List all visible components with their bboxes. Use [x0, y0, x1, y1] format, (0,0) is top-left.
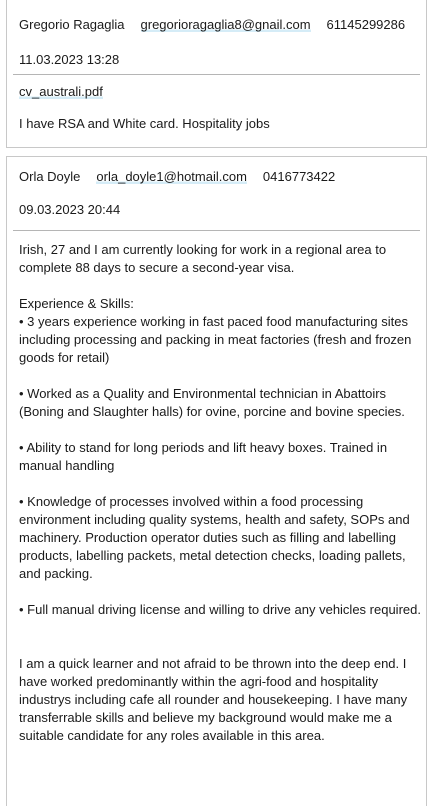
body-line: • Knowledge of processes involved within a food processing: [19, 494, 364, 509]
body-line: • Full manual driving license and willing to drive any vehicles required.: [19, 602, 421, 617]
body-line: goods for retail): [19, 350, 110, 365]
body-line: have worked predominantly within the agri-food and hospitality: [19, 674, 379, 689]
body-line: and packing.: [19, 566, 93, 581]
body-line: Experience & Skills:: [19, 296, 134, 311]
message-body: I have RSA and White card. Hospitality jobs: [19, 116, 270, 131]
message-datetime: 09.03.2023 20:44: [19, 202, 121, 217]
body-line: suitable candidate for any roles available in this area.: [19, 728, 325, 743]
blank-line: [19, 637, 414, 655]
blank-line: [19, 367, 414, 385]
body-line: products, labelling packets, metal detection checks, loading pallets,: [19, 548, 406, 563]
sender-phone[interactable]: 61145299286: [326, 17, 406, 32]
body-line: complete 88 days to secure a second-year visa.: [19, 260, 295, 275]
sender-phone[interactable]: 0416773422: [262, 169, 336, 184]
body-line: • 3 years experience working in fast paced food manufacturing sites: [19, 314, 408, 329]
body-line: environment including quality systems, health and safety, SOPs and: [19, 512, 410, 527]
body-line: • Worked as a Quality and Environmental technician in Abattoirs: [19, 386, 387, 401]
body-line: transferrable skills and believe my background would make me a: [19, 710, 392, 725]
sender-email-link[interactable]: gregorioragaglia8@gnail.com: [140, 17, 311, 32]
body-line: machinery. Production operator duties such as filling and labelling: [19, 530, 396, 545]
contact-row: [19, 157, 414, 191]
body-line: including processing and packing in meat factories (fresh and frozen: [19, 332, 412, 347]
body-line: I am a quick learner and not afraid to be thrown into the deep end. I: [19, 656, 407, 671]
body-line: Irish, 27 and I am currently looking for work in a regional area to: [19, 242, 387, 257]
body-line: industrys including cafe all rounder and housekeeping. I have many: [19, 692, 408, 707]
blank-line: [19, 421, 414, 439]
sender-name: Gregorio Ragaglia: [19, 17, 125, 32]
attachment-link[interactable]: cv_australi.pdf: [19, 84, 103, 99]
message-datetime: 11.03.2023 13:28: [19, 52, 120, 67]
contact-row: [19, 0, 414, 52]
blank-line: [19, 277, 414, 295]
message-body: [19, 241, 421, 745]
blank-line: [19, 583, 414, 601]
body-line: manual handling: [19, 458, 115, 473]
message-card: [6, 0, 427, 148]
body-line: • Ability to stand for long periods and lift heavy boxes. Trained in: [19, 440, 388, 455]
message-card: [6, 156, 427, 806]
sender-name: Orla Doyle: [19, 169, 81, 184]
body-line: (Boning and Slaughter halls) for ovine, porcine and bovine species.: [19, 404, 405, 419]
blank-line: [19, 475, 414, 493]
blank-line: [19, 619, 414, 637]
sender-email-link[interactable]: orla_doyle1@hotmail.com: [96, 169, 247, 184]
